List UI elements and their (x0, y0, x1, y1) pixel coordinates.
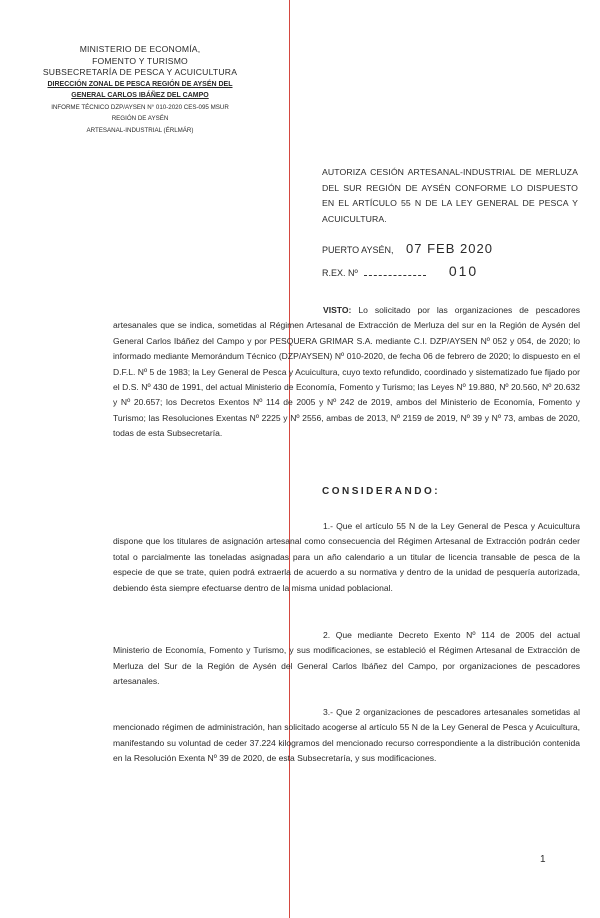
cesion-type: ARTESANAL-INDUSTRIAL (ÉRLMÁR) (86, 126, 194, 134)
direccion-zonal-2: GENERAL CARLOS IBÁÑEZ DEL CAMPO (71, 92, 209, 99)
rex-number: 010 (448, 263, 479, 279)
informe-tecnico: INFORME TÉCNICO DZP/AYSEN N° 010-2020 CES-095 MSUR (51, 103, 229, 111)
visto-text: Lo solicitado por las organizaciones de pescadores artesanales que se indica, sometidas al Régimen Artesanal de Extracción de Merluza del sur en la Región de Aysén del General Carlos Ibáñez del Campo y por PESQUERA GRIMAR S.A. mediante C.I. DZP/AYSEN Nº 052 y 054, de 2020; lo informado mediante Memorándum Técnico (DZP/AYSEN) Nº 010-2020, de fecha 06 de febrero de 2020; lo dispuesto en el D.F.L. Nº 5 de 1983; la Ley General de Pesca y Acuicultura, cuyo texto refundido, coordinado y sistematizado fue fijado por el D.S. Nº 430 de 1991, del actual Ministerio de Economía, Fomento y Turismo; las Leyes Nº 19.880, Nº 20.560, Nº 20.632 y Nº 20.657; los Decretos Exentos Nº 114 de 2005 y Nº 242 de 2019, ambos del Ministerio de Economía, Fomento y Turismo; las Resoluciones Exentas Nº 2225 y Nº 2556, ambas de 2013, Nº 2159 de 2019, Nº 39 y Nº 73, ambas de 2020, todas de esta Subsecretaría. (113, 305, 580, 439)
region-name: REGIÓN DE AYSÉN (111, 115, 169, 122)
ministry-name: MINISTERIO DE ECONOMÍA, (79, 44, 201, 54)
considerando-1 (113, 519, 580, 596)
subsecretaria-name: SUBSECRETARÍA DE PESCA Y ACUICULTURA (42, 67, 238, 77)
visto-label: VISTO: (323, 305, 352, 315)
letterhead (40, 44, 240, 136)
place: PUERTO AYSÉN, (322, 245, 394, 255)
considerando-heading: CONSIDERANDO: (322, 486, 441, 497)
considerando-2 (113, 628, 580, 690)
considerando-3 (113, 705, 580, 767)
page-number: 1 (540, 854, 546, 865)
resolution-title: AUTORIZA CESIÓN ARTESANAL-INDUSTRIAL DE MERLUZA DEL SUR REGIÓN DE AYSÉN CONFORME LO DISPUESTO EN EL ARTÍCULO 55 N DE LA LEY GENERAL DE PESCA Y ACUICULTURA. (322, 167, 578, 224)
considerando-2-text: 2. Que mediante Decreto Exento Nº 114 de 2005 del actual Ministerio de Economía, Fomento y Turismo, y sus modificaciones, se estableció el Régimen Artesanal de Extracción de Merluza del Sur de la Región de Aysén del General Carlos Ibáñez del Campo, por organizaciones de pescadores artesanales. (113, 630, 580, 687)
visto-paragraph (113, 303, 580, 442)
direccion-zonal: DIRECCIÓN ZONAL DE PESCA REGIÓN DE AYSÉN DEL (47, 80, 233, 88)
margin-red-line (289, 0, 290, 918)
rex-label: R.EX. Nº (322, 268, 358, 278)
considerando-1-text: 1.- Que el artículo 55 N de la Ley General de Pesca y Acuicultura dispone que los titulares de asignación artesanal como consecuencia del Régimen Artesanal de Extracción podrán ceder total o parcialmente las toneladas asignadas para un año calendario a un titular de licencia transable de pesca de la especie de que se trate, quien podrá extraerla de acuerdo a su normativa y dentro de la unidad de pesquería autorizada, debiendo ésta siempre efectuarse dentro de la misma unidad poblacional. (113, 521, 580, 593)
considerando-3-text: 3.- Que 2 organizaciones de pescadores artesanales sometidas al mencionado régimen de administración, han solicitado acogerse al artículo 55 N de la Ley General de Pesca y Acuicultura, manifestando su voluntad de ceder 37.224 kilogramos del mencionado recurso correspondiente a la distribución contenida en la Resolución Exenta Nº 39 de 2020, de esta Subsecretaría, y sus modificaciones. (113, 707, 580, 764)
resolution-number-line (322, 263, 478, 279)
place-date-line (322, 241, 493, 256)
rex-underline (364, 275, 426, 276)
ministry-name-2: FOMENTO Y TURISMO (92, 55, 188, 66)
date-stamp: 07 FEB 2020 (406, 241, 493, 256)
